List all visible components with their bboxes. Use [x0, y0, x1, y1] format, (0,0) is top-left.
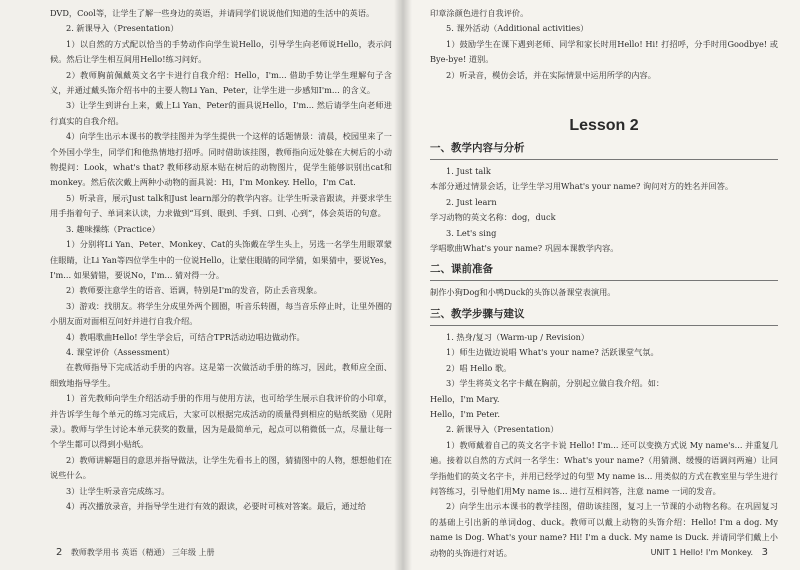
page-number: 2 — [56, 547, 63, 558]
paragraph: 2）唱 Hello 歌。 — [446, 362, 512, 373]
paragraph: 4）向学生出示本课书的教学挂图并为学生提供一个这样的话题情景：清晨，校园里来了一个外国小学生，同学们和他热情地打招呼。同时借助该挂图，教师指向远处躲在大树后的小动物提问：Look，what's that? 教师移动原本贴在树后的动物图片，促学生能够识别出cat和monkey。然后依次戴上两种小动物的面具说：Hi，I'm Monkey. Hello，I'm Cat. — [50, 131, 392, 188]
paragraph: 本部分通过情景会话，让学生学习用What's your name? 询问对方的姓名并回答。 — [430, 181, 734, 192]
paragraph: 2. Just learn — [446, 196, 497, 207]
paragraph: 2）向学生出示本课书的教学挂图，借助该挂图，复习上一节课的小动物名称。在巩固复习的基础上引出新的单词dog、duck。教师可以戴上动物的头饰介绍：Hello! I'm a dog. My name is Dog. What's your name? Hi! I'm a duck. My name is Duck. 并请同学们戴上小动物的头饰进行对话。 — [430, 501, 778, 558]
paragraph: 3. Let's sing — [446, 227, 497, 238]
book-gutter — [394, 0, 412, 570]
divider — [430, 325, 778, 326]
paragraph: 2）听录音，模仿会话，并在实际情景中运用所学的内容。 — [446, 69, 656, 80]
paragraph: 制作小狗Dog和小鸭Duck的头饰以备课堂表演用。 — [430, 287, 616, 298]
paragraph: DVD，Cool等，让学生了解一些身边的英语，并请同学们说说他们知道的生活中的英语。 — [50, 8, 375, 18]
paragraph: 2）教师讲解题目的意思并指导做法，让学生先看书上的图，猜猜图中的人物，想想他们在说些什么。 — [50, 454, 392, 481]
left-footer — [50, 547, 215, 558]
paragraph: 3）让学生听录音完成练习。 — [66, 485, 170, 496]
paragraph: 1）首先教师向学生介绍活动手册的作用与使用方法，也可给学生展示自我评价的小印章，并告诉学生每个单元的练习完成后，大家可以根据完成活动的质量得到相应的贴纸奖励（见附录）。教师与学生讨论本单元获奖的数量，因为是最简单元，起点可以稍微低一点，尽量让每一个学生都可以得到小贴纸。 — [50, 393, 392, 450]
paragraph: 2. 新课导入（Presentation） — [66, 23, 179, 34]
paragraph: 5. 课外活动（Additional activities） — [446, 23, 589, 34]
paragraph: 2）教师胸前佩戴英文名字卡进行自我介绍：Hello，I'm... 借助手势让学生理解句子含义，并通过戴头饰介绍书中的主要人物Li Yan、Peter，让学生进一步感知I'm... 的含义。 — [50, 69, 392, 96]
section-heading: 二、课前准备 — [430, 263, 493, 276]
paragraph: 1）教师戴着自己的英文名字卡说 Hello! I'm... 还可以变换方式说 My name's... 并重复几遍。接着以自然的方式问一名学生：What's your name?（用猜测、缓慢的语调问两遍）让同学指他们的英文名字卡，并用已经学过的句型 My name is... 用类似的方式在教室里与学生进行问答练习，引导他们用My name is... 进行互相问答，注意 name 一词的发音。 — [430, 439, 778, 496]
paragraph: 4. 课堂评价（Assessment） — [66, 346, 175, 357]
paragraph: 2）教师要注意学生的语音、语调，特别是I'm的发音，防止丢音现象。 — [66, 285, 322, 296]
paragraph: 3）学生将英文名字卡戴在胸前，分别起立做自我介绍。如： — [446, 378, 665, 389]
section-heading: 三、教学步骤与建议 — [430, 307, 525, 320]
paragraph: 1）师生边做边说唱 What's your name? 活跃课堂气氛。 — [446, 347, 659, 358]
paragraph: 5）听录音，展示Just talk和Just learn部分的教学内容。让学生听录音跟读，并要求学生用手指着句子、单词来认读，力求做到“耳到、眼到、手到、口到、心到”，体会英语的句意。 — [50, 192, 392, 219]
section-heading: 一、教学内容与分析 — [430, 142, 525, 155]
divider — [430, 280, 778, 281]
paragraph: Hello，I'm Mary. — [430, 393, 500, 404]
book-title: 教师教学用书 英语（精通） 三年级 上册 — [70, 548, 215, 557]
paragraph: 在教师指导下完成活动手册的内容。这是第一次做活动手册的练习，因此，教师应全面、细致地指导学生。 — [50, 362, 392, 388]
right-footer — [651, 547, 774, 558]
right-page — [400, 0, 800, 570]
paragraph: 2. 新课导入（Presentation） — [446, 424, 559, 435]
paragraph: 4）再次播放录音，并指导学生进行有效的跟读，必要时可核对答案。最后，通过给 — [66, 501, 366, 511]
paragraph: 学习动物的英文名称：dog，duck — [430, 212, 556, 223]
paragraph: 印章涂颜色进行自我评价。 — [430, 8, 529, 18]
paragraph: 3）游戏：找朋友。将学生分成里外两个圆圈，听音乐转圈，每当音乐停止时，让里外圈的小朋友面对面相互问好并进行自我介绍。 — [50, 300, 392, 327]
lesson-title: Lesson 2 — [569, 117, 639, 135]
unit-title: UNIT 1 Hello! I'm Monkey. — [650, 548, 754, 557]
paragraph: Hello，I'm Peter. — [430, 408, 500, 419]
divider — [430, 159, 778, 160]
paragraph: 学唱歌曲What's your name? 巩固本课教学内容。 — [430, 243, 619, 254]
paragraph: 1）以自然的方式配以恰当的手势动作向学生说Hello，引导学生向老师说Hello，表示问候。然后让学生相互间用Hello!练习问好。 — [50, 38, 392, 65]
paragraph: 1. 热身/复习（Warm-up / Revision） — [446, 331, 590, 342]
paragraph: 1）分别将Li Yan、Peter、Monkey、Cat的头饰戴在学生头上，另选一名学生用眼罩蒙住眼睛，让Li Yan等四位学生中的一位说Hello，让蒙住眼睛的同学猜，如果猜中，要说Yes，I'm... 如果猜错，要说No，I'm... 猜对得一分。 — [50, 239, 392, 280]
paragraph: 1. Just talk — [446, 166, 491, 177]
paragraph: 3）让学生到讲台上来，戴上Li Yan、Peter的面具说Hello，I'm... 然后请学生向老师进行真实的自我介绍。 — [50, 100, 392, 126]
paragraph: 1）鼓励学生在课下遇到老师、同学和家长时用Hello! Hi! 打招呼，分手时用Goodbye! 或Bye-bye! 道别。 — [430, 38, 778, 65]
paragraph: 4）教唱歌曲Hello! 学生学会后，可结合TPR活动边唱边做动作。 — [66, 331, 305, 342]
page-number: 3 — [761, 547, 768, 558]
paragraph: 3. 趣味操练（Practice） — [66, 223, 160, 234]
